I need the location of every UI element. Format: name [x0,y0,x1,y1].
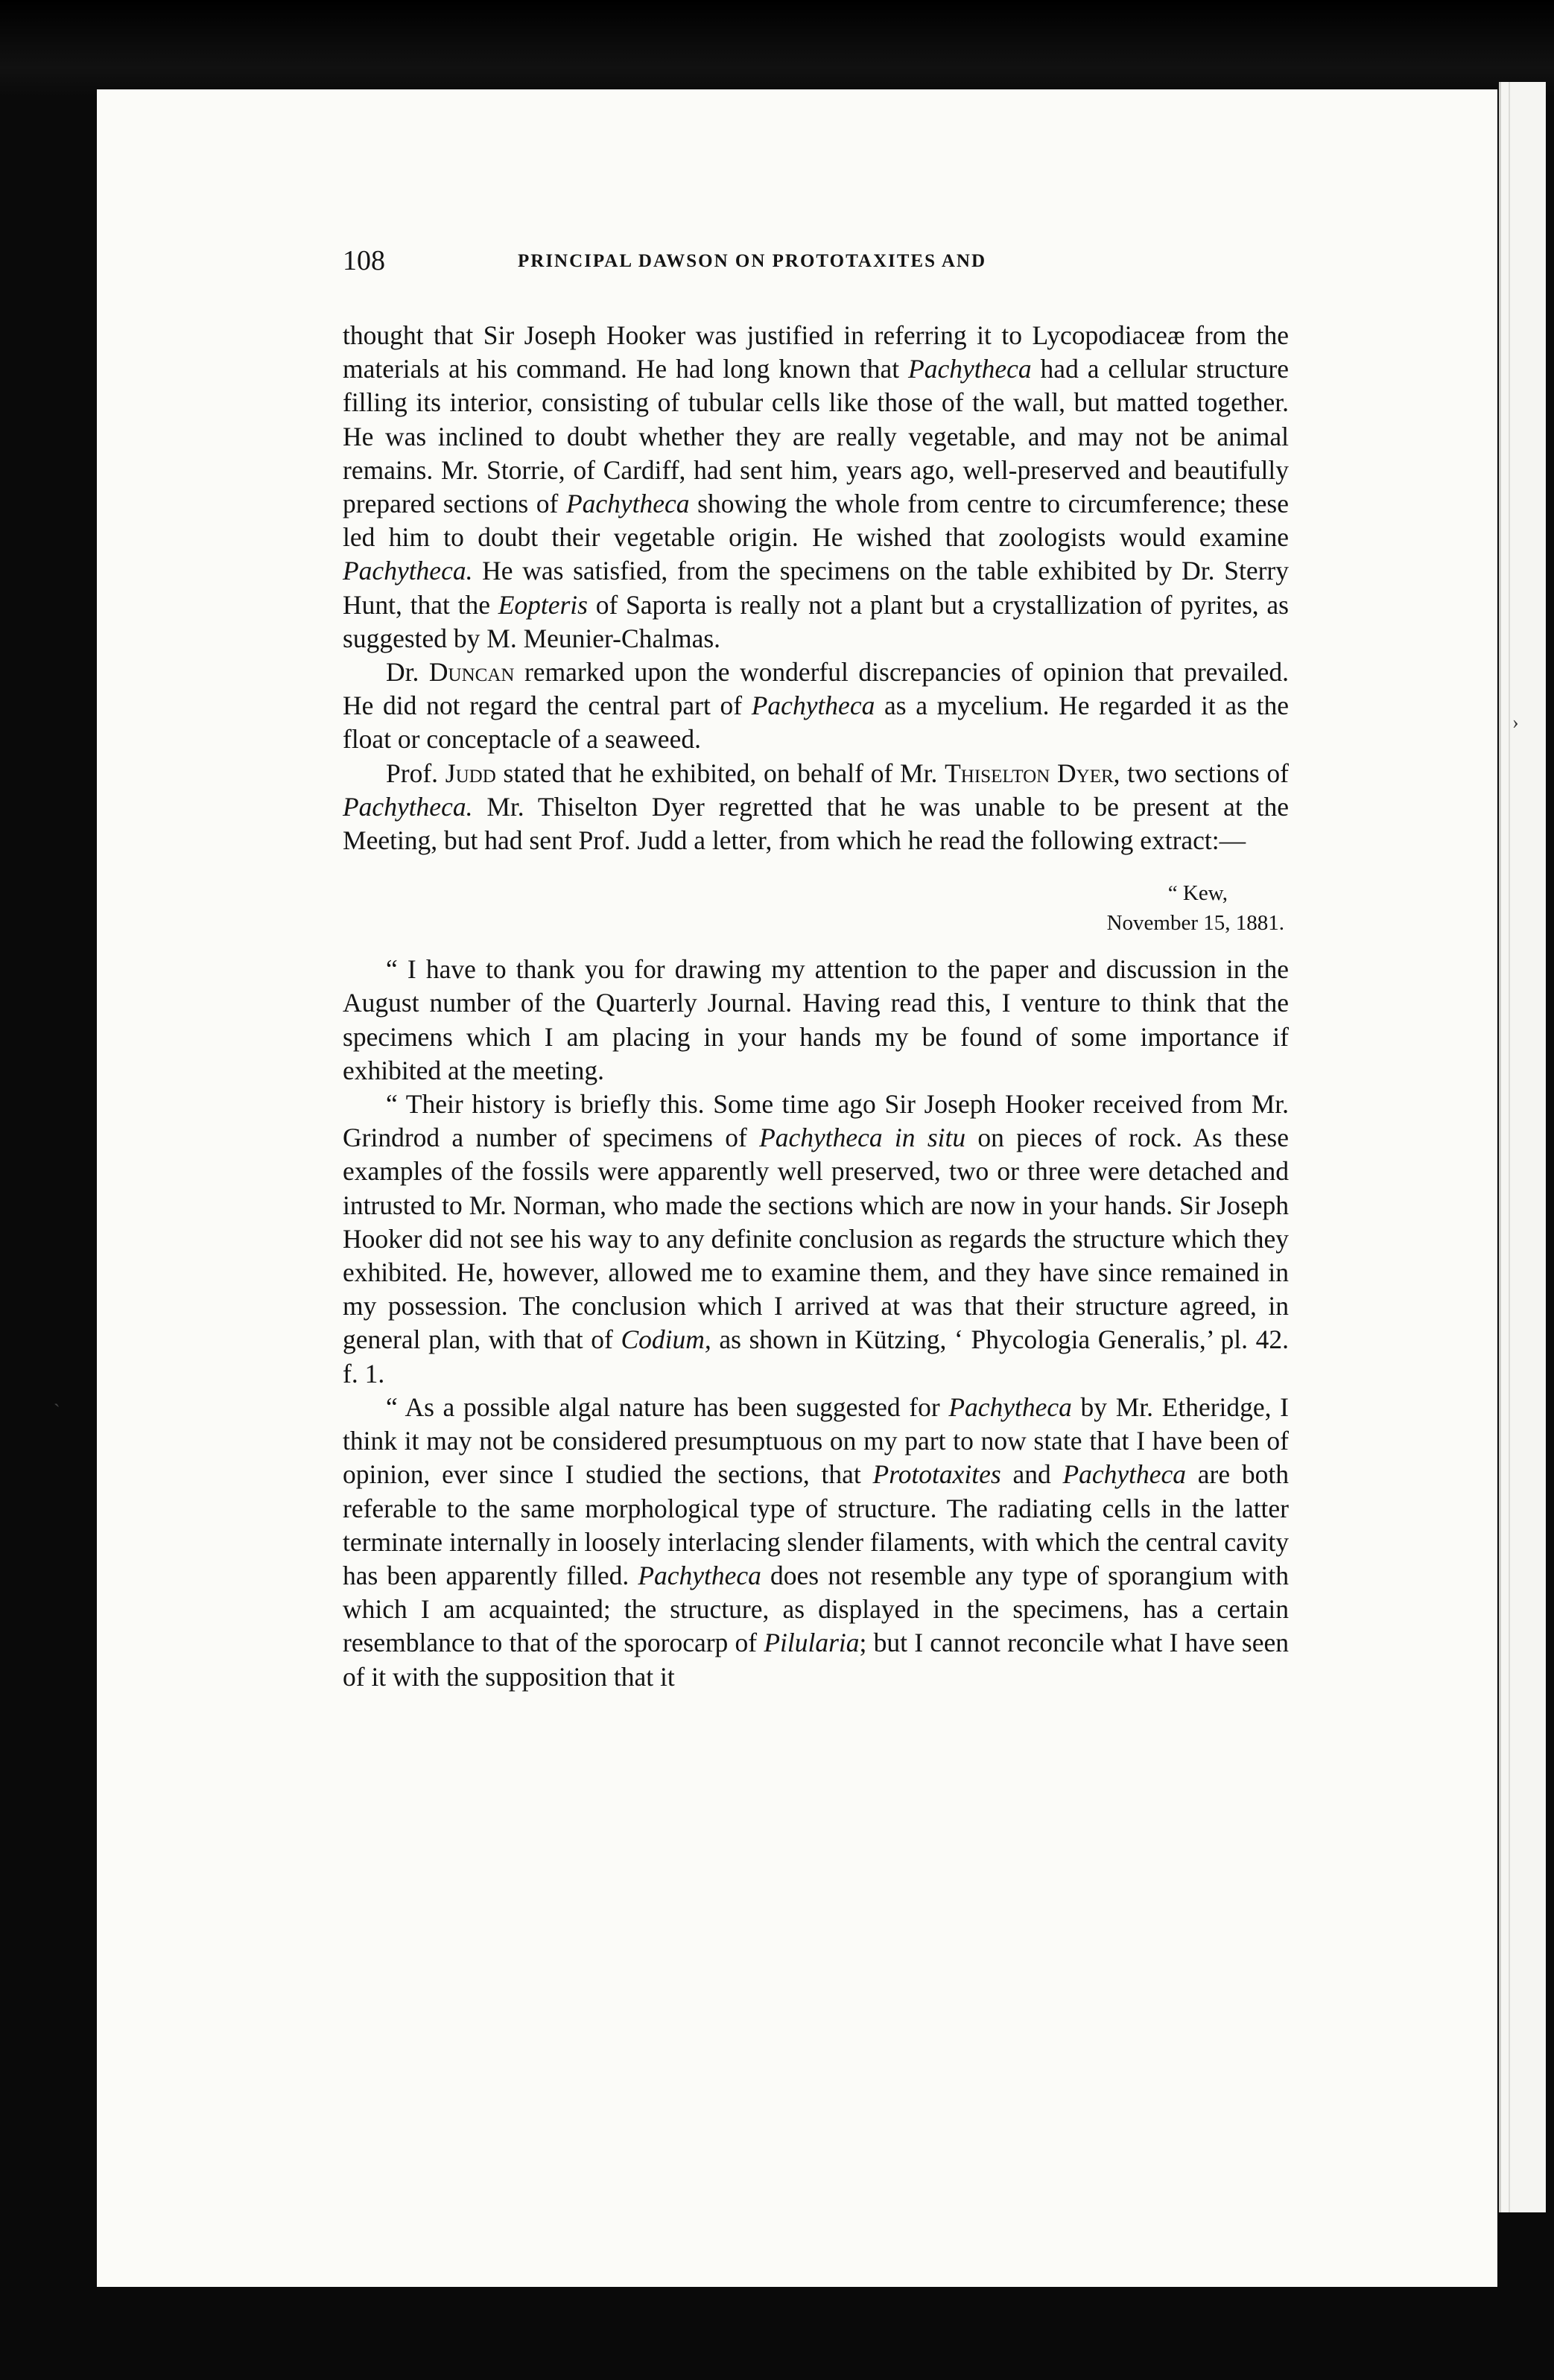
scan-border-top [0,0,1554,97]
running-head: PRINCIPAL DAWSON ON PROTOTAXITES AND [518,251,987,271]
letter-date: November 15, 1881. [1106,911,1284,936]
page-content [343,238,1289,1694]
paragraph: “ I have to thank you for drawing my attention to the paper and discussion in the August number of the Quarterly Journal. Having read this, I venture to think that the specimens which I am placing in your hands my be found of some importance if exhibited at the meeting. [343,954,1289,1085]
paragraph: Prof. Judd stated that he exhibited, on behalf of Mr. Thiselton Dyer, two sections of Pachytheca. Mr. Thiselton Dyer regretted that he was unable to be present at the Meeting, but had sent Prof. Judd a letter, from which he read the following extract:— [343,758,1289,856]
facing-page-edge [1499,82,1546,2212]
paragraph: “ As a possible algal nature has been suggested for Pachytheca by Mr. Etheridge, I think it may not be considered presumptuous on my part to now state that I have been of opinion, ever since I studied the sections, that Prototaxites and Pachytheca are both referable to the same morphological type of structure. The radiating cells in the latter terminate internally in loosely interlacing slender filaments, with which the central cavity has been apparently filled. Pachytheca does not resemble any type of sporangium with which I am acquainted; the structure, as displayed in the specimens, has a certain resemblance to that of the sporocarp of Pilularia; but I cannot reconcile what I have seen of it with the supposition that it [343,1391,1289,1692]
paragraph: thought that Sir Joseph Hooker was justified in referring it to Lycopodiaceæ from the materials at his command. He had long known that Pachytheca had a cellular structure filling its interior, consisting of tubular cells like those of the wall, but matted together. He was inclined to doubt whether they are really vegetable, and may not be animal remains. Mr. Storrie, of Cardiff, had sent him, years ago, well-preserved and beautifully prepared sections of Pachytheca showing the whole from centre to circumference; these led him to doubt their vegetable origin. He wished that zoologists would examine Pachytheca. He was satisfied, from the specimens on the table exhibited by Dr. Sterry Hunt, that the Eopteris of Saporta is really not a plant but a crystallization of pyrites, as suggested by M. Meunier-Chalmas. [343,320,1289,653]
page-header [343,238,1289,283]
page-number: 108 [343,245,385,276]
paragraph: Dr. Duncan remarked upon the wonderful discrepancies of opinion that prevailed. He did not regard the central part of Pachytheca as a mycelium. He regarded it as the float or conceptacle of a seaweed. [343,657,1290,755]
letter-dateline [343,878,1289,938]
scan-margin-mark: › [1512,711,1519,733]
paragraph: “ Their history is briefly this. Some time ago Sir Joseph Hooker received from Mr. Grindrod a number of specimens of Pachytheca in situ on pieces of rock. As these examples of the fossils were apparently well preserved, two or three were detached and intrusted to Mr. Norman, who made the sections which are now in your hands. Sir Joseph Hooker did not see his way to any definite conclusion as regards the structure which they exhibited. He, however, allowed me to examine them, and they have since remained in my possession. The conclusion which I arrived at was that their structure agreed, in general plan, with that of Codium, as shown in Kützing, ‘ Phycologia Generalis,’ pl. 42. f. 1. [343,1089,1289,1389]
letter-place: “ Kew, [1167,881,1228,906]
scan-margin-mark: ˋ [54,1400,60,1422]
